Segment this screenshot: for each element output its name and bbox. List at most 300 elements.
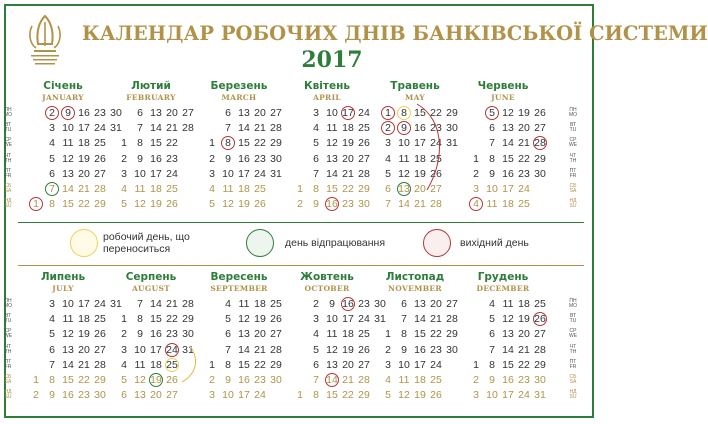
weekday-label: СР [4,328,12,335]
weekday-label-en: FR [4,172,12,179]
day-cell: 8 [489,152,495,165]
month-name-ua: Листопад [385,271,445,283]
day-cell: 13 [326,358,338,371]
day-cell: 6 [401,298,407,310]
day-cell: 29 [358,389,370,402]
day-cell: 3 [121,167,127,180]
day-cell: 24 [94,298,106,310]
day-cell: 25 [166,358,178,371]
day-cell: 16 [150,152,162,165]
day-cell: 24 [430,137,442,150]
day-cell: 10 [398,137,410,150]
day-cell: 29 [446,107,458,119]
day-cell: 18 [342,328,354,341]
day-cell: 14 [238,343,250,356]
day-cell: 12 [398,389,410,402]
day-cell: 5 [49,328,55,341]
day-cell: 4 [225,298,231,310]
day-cell: 14 [398,198,410,211]
day-cell: 14 [238,122,250,135]
day-cell: 15 [62,374,74,386]
day-cell: 8 [313,183,319,195]
day-cell: 3 [313,313,319,326]
day-cell: 19 [518,107,530,119]
day-cell: 12 [222,198,234,211]
month-name-en: OCTOBER [304,284,350,293]
day-cell: 11 [62,313,74,326]
day-cell: 8 [313,389,319,402]
day-cell: 11 [222,183,234,195]
day-cell: 13 [62,167,74,180]
weekday-label: НД [569,389,577,396]
weekday-label-en: TH [569,157,577,164]
weekday-label-en: SA [4,188,12,194]
day-cell: 18 [238,183,250,195]
weekday-label-en: TH [4,348,12,355]
weekday-label: ПТ [4,167,12,174]
day-cell: 2 [49,107,55,119]
day-cell: 28 [270,122,282,135]
day-cell: 23 [94,107,106,119]
day-cell: 22 [78,198,90,211]
day-cell: 4 [209,183,215,195]
month-name-ua: Червень [477,80,529,92]
day-cell: 6 [313,358,319,371]
day-cell: 8 [137,137,143,150]
day-cell: 22 [342,389,354,402]
day-cell: 5 [489,107,495,119]
day-cell: 17 [502,389,514,402]
day-cell: 4 [121,183,127,195]
weekday-label: ПТ [4,358,12,365]
weekday-label: ЧТ [4,343,12,350]
day-cell: 6 [489,328,495,341]
weekday-label: СР [4,137,12,144]
day-cell: 4 [473,198,479,211]
day-cell: 14 [502,343,514,356]
day-cell: 26 [94,328,106,341]
day-cell: 22 [166,137,178,150]
day-cell: 10 [326,313,338,326]
day-cell: 9 [401,343,407,356]
day-cell: 23 [166,328,178,341]
day-cell: 26 [534,313,546,326]
day-cell: 23 [518,374,530,386]
day-cell: 2 [209,152,215,165]
day-cell: 20 [254,328,266,341]
weekday-label-en: WE [568,333,578,340]
day-cell: 10 [326,107,338,119]
weekday-label: СР [569,137,577,144]
day-cell: 27 [534,328,546,341]
weekday-label-en: TU [569,127,577,134]
day-cell: 22 [518,358,530,371]
day-cell: 8 [137,313,143,326]
day-cell: 1 [385,107,391,119]
day-cell: 1 [385,328,391,341]
day-cell: 22 [518,152,530,165]
day-cell: 26 [430,389,442,402]
day-cell: 18 [414,374,426,386]
day-cell: 1 [121,313,127,326]
day-cell: 27 [270,107,282,119]
day-cell: 23 [342,198,354,211]
weekday-label-en: MO [568,112,578,118]
day-cell: 9 [49,389,55,402]
day-cell: 20 [430,298,442,310]
weekday-label-en: MO [568,303,578,309]
day-cell: 17 [78,298,90,310]
day-cell: 1 [121,137,127,150]
day-cell: 29 [94,374,106,386]
day-cell: 18 [342,122,354,135]
weekday-label: ПН [4,107,12,113]
month-name-ua: Вересень [210,271,268,283]
day-cell: 13 [134,389,146,402]
weekday-label-en: TH [569,348,577,355]
day-cell: 16 [414,122,426,135]
day-cell: 22 [166,313,178,326]
day-cell: 21 [430,313,442,326]
weekday-label: НД [4,198,12,205]
day-cell: 4 [385,152,391,165]
day-cell: 15 [326,183,338,195]
day-off-marker [485,106,499,120]
day-cell: 6 [313,152,319,165]
weekday-label-en: MO [3,112,13,118]
day-cell: 25 [166,183,178,195]
weekday-label-en: WE [568,142,578,149]
weekday-label-en: TU [4,318,12,325]
day-cell: 26 [94,152,106,165]
day-cell: 14 [326,374,338,386]
day-cell: 23 [78,389,90,402]
legend-moved-workday-swatch [70,229,98,257]
day-cell: 21 [254,343,266,356]
day-cell: 4 [385,374,391,386]
weekday-label: НД [569,198,577,205]
day-cell: 27 [534,122,546,135]
day-cell: 1 [209,137,215,150]
day-cell: 11 [238,298,250,310]
day-cell: 9 [489,374,495,386]
day-cell: 20 [342,358,354,371]
day-cell: 15 [238,358,250,371]
day-cell: 18 [150,183,162,195]
month-name-ua: Грудень [477,271,529,283]
day-cell: 7 [313,374,319,386]
day-cell: 8 [49,198,55,211]
day-cell: 4 [313,328,319,341]
day-cell: 22 [254,358,266,371]
day-cell: 31 [446,137,458,150]
day-cell: 29 [182,313,194,326]
day-cell: 24 [254,167,266,180]
day-cell: 27 [270,328,282,341]
day-cell: 3 [473,183,479,195]
day-cell: 13 [502,122,514,135]
day-cell: 26 [166,374,178,386]
weekday-label-en: FR [569,172,577,179]
day-cell: 9 [329,298,335,310]
day-cell: 19 [342,137,354,150]
day-cell: 21 [254,122,266,135]
day-cell: 28 [534,137,546,150]
day-cell: 15 [150,137,162,150]
day-cell: 5 [209,198,215,211]
day-cell: 21 [518,137,530,150]
day-cell: 20 [166,107,178,119]
day-cell: 23 [430,122,442,135]
day-cell: 13 [238,328,250,341]
month-name-ua: Лютий [131,80,171,92]
day-cell: 25 [270,298,282,310]
day-cell: 15 [414,328,426,341]
day-cell: 24 [166,343,178,356]
month-name-ua: Липень [40,271,86,283]
day-cell: 8 [49,374,55,386]
day-cell: 19 [150,374,162,386]
day-cell: 18 [78,313,90,326]
day-cell: 13 [238,107,250,119]
day-cell: 26 [358,137,370,150]
day-cell: 25 [518,198,530,211]
day-cell: 9 [401,122,407,135]
legend-moved-workday-label: робочий день, що переноситься [103,231,190,255]
day-cell: 7 [225,122,231,135]
day-cell: 23 [358,298,370,310]
day-cell: 29 [446,328,458,341]
day-cell: 12 [238,313,250,326]
day-cell: 21 [78,183,90,195]
day-cell: 2 [313,298,319,310]
day-cell: 19 [150,198,162,211]
day-cell: 15 [414,107,426,119]
divider-top [18,222,584,223]
day-cell: 28 [358,374,370,386]
day-cell: 28 [182,298,194,310]
day-cell: 30 [270,152,282,165]
day-cell: 14 [502,137,514,150]
day-cell: 26 [166,198,178,211]
weekday-label: ПН [4,298,12,304]
day-cell: 9 [137,328,143,341]
day-cell: 5 [385,389,391,402]
day-cell: 13 [62,343,74,356]
day-cell: 27 [166,389,178,402]
day-cell: 25 [94,313,106,326]
day-cell: 6 [225,107,231,119]
day-cell: 26 [270,313,282,326]
weekday-label: СБ [4,374,12,380]
day-cell: 23 [254,374,266,386]
day-cell: 27 [358,152,370,165]
day-cell: 24 [358,313,370,326]
day-cell: 16 [414,343,426,356]
day-cell: 13 [502,328,514,341]
day-cell: 29 [270,137,282,150]
day-cell: 18 [150,358,162,371]
day-cell: 22 [342,183,354,195]
month-name-ua: Серпень [125,271,177,283]
day-cell: 13 [326,152,338,165]
day-cell: 2 [385,122,391,135]
day-cell: 19 [238,198,250,211]
day-cell: 11 [134,358,146,371]
day-cell: 11 [326,328,338,341]
weekday-label: ЧТ [4,152,12,159]
day-cell: 12 [326,343,338,356]
day-cell: 16 [62,389,74,402]
day-cell: 19 [254,313,266,326]
month-name-en: NOVEMBER [388,284,442,293]
day-cell: 6 [49,167,55,180]
day-cell: 17 [150,167,162,180]
day-cell: 24 [358,107,370,119]
day-cell: 25 [534,298,546,310]
day-cell: 15 [62,198,74,211]
day-cell: 14 [414,313,426,326]
day-cell: 5 [489,313,495,326]
weekday-label: ВТ [569,122,577,129]
day-cell: 29 [534,152,546,165]
weekday-label-en: MO [3,303,13,309]
day-cell: 2 [385,343,391,356]
weekday-label: СБ [4,183,12,189]
day-cell: 22 [254,137,266,150]
day-cell: 27 [94,343,106,356]
day-cell: 20 [78,343,90,356]
day-cell: 2 [209,374,215,386]
month-name-ua: Січень [43,80,83,92]
day-cell: 19 [78,328,90,341]
weekday-label: ВТ [4,122,12,129]
day-cell: 9 [137,152,143,165]
day-cell: 7 [137,122,143,135]
day-cell: 28 [270,343,282,356]
day-cell: 15 [238,137,250,150]
day-cell: 5 [225,313,231,326]
day-cell: 25 [430,374,442,386]
day-cell: 7 [385,198,391,211]
day-cell: 2 [121,152,127,165]
day-cell: 21 [414,198,426,211]
day-cell: 11 [502,298,514,310]
day-cell: 26 [358,343,370,356]
day-cell: 29 [94,198,106,211]
day-cell: 6 [137,107,143,119]
day-cell: 3 [49,298,55,310]
day-cell: 11 [398,374,410,386]
day-cell: 11 [486,198,498,211]
month-name-en: JUNE [491,93,515,102]
day-cell: 8 [401,107,407,119]
day-cell: 28 [358,167,370,180]
day-cell: 16 [502,167,514,180]
weekday-label-en: TU [4,127,12,134]
day-cell: 21 [78,358,90,371]
day-cell: 31 [374,313,386,326]
day-cell: 10 [486,389,498,402]
day-cell: 6 [225,328,231,341]
day-cell: 30 [358,198,370,211]
weekday-label-en: SU [569,203,577,210]
weekday-label: ПН [569,107,577,113]
day-cell: 11 [134,183,146,195]
day-cell: 19 [518,313,530,326]
day-cell: 9 [225,374,231,386]
day-off-marker [325,373,339,387]
worked-off-day-marker [45,182,59,196]
day-cell: 23 [430,343,442,356]
month-name-en: JANUARY [42,93,84,102]
month-name-en: JULY [52,284,74,293]
day-cell: 30 [94,389,106,402]
day-cell: 4 [121,358,127,371]
weekday-label: ЧТ [569,343,577,350]
day-cell: 16 [238,152,250,165]
day-cell: 18 [502,198,514,211]
weekday-label-en: WE [3,333,13,340]
weekday-label-en: TH [4,157,12,164]
day-cell: 14 [62,358,74,371]
day-cell: 11 [62,137,74,150]
day-cell: 18 [254,298,266,310]
day-cell: 8 [401,328,407,341]
month-name-en: AUGUST [131,284,171,293]
day-cell: 21 [342,374,354,386]
day-cell: 3 [385,137,391,150]
day-cell: 7 [137,298,143,310]
weekday-label-en: SA [569,379,577,385]
day-cell: 29 [534,358,546,371]
day-cell: 27 [182,107,194,119]
day-cell: 16 [238,374,250,386]
day-cell: 20 [518,122,530,135]
day-cell: 10 [222,389,234,402]
day-cell: 1 [209,358,215,371]
day-cell: 29 [270,358,282,371]
day-cell: 23 [254,152,266,165]
day-cell: 1 [297,183,303,195]
day-cell: 20 [414,183,426,195]
weekday-label-en: SU [4,394,12,401]
day-cell: 2 [473,167,479,180]
day-cell: 28 [182,122,194,135]
day-cell: 15 [502,358,514,371]
day-cell: 3 [313,107,319,119]
day-cell: 4 [49,137,55,150]
day-cell: 5 [313,137,319,150]
day-cell: 16 [502,374,514,386]
day-cell: 14 [326,167,338,180]
day-cell: 15 [150,313,162,326]
day-cell: 4 [313,122,319,135]
day-cell: 17 [414,137,426,150]
day-cell: 25 [430,152,442,165]
nbu-logo-icon [22,12,68,68]
day-cell: 4 [49,313,55,326]
day-cell: 30 [270,374,282,386]
day-cell: 26 [254,198,266,211]
weekday-label-en: FR [569,363,577,370]
day-cell: 15 [326,389,338,402]
day-cell: 24 [518,183,530,195]
day-cell: 14 [62,183,74,195]
day-cell: 6 [49,343,55,356]
day-cell: 10 [222,167,234,180]
day-cell: 16 [326,198,338,211]
